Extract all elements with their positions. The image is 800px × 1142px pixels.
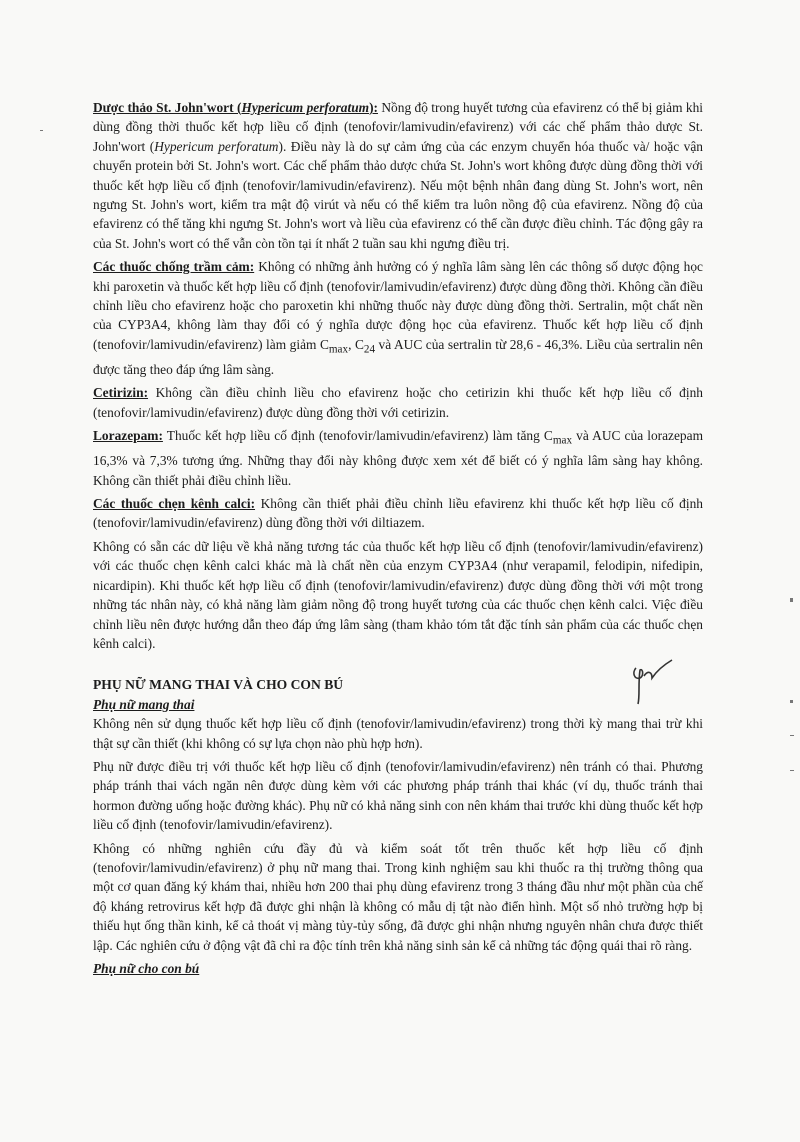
- scan-mark: [790, 735, 794, 736]
- paragraph-pregnant-3: Không có những nghiên cứu đầy đủ và kiểm soát tốt trên thuốc kết hợp liều cố định (tenofovir/lamivudin/efavirenz) ở phụ nữ mang thai. Trong kinh nghiệm sau khi thuốc ra thị trường thông qua một cơ quan đăng ký khám thai, nhiều hơn 200 thai phụ dùng efavirenz trong 3 tháng đầu như một phần của chế độ kháng retrovirus kết hợp đã được ghi nhận là không có mẫu dị tật nào điển hình. Một số nhỏ trường hợp bị thiếu hụt ống thần kinh, kể cả thoát vị màng tủy-tủy sống, đã được ghi nhận nhưng nguyên nhân chưa được thiết lập. Các nghiên cứu ở động vật đã chỉ ra độc tính trên khả năng sinh sản kể cả những tác động quái thai rõ ràng.: [93, 840, 703, 953]
- scan-mark: [790, 598, 793, 602]
- paragraph-lorazepam: Lorazepam: Thuốc kết hợp liều cố định (tenofovir/lamivudin/efavirenz) làm tăng $C_{max}$ và AUC của lorazepam 16,3% và 7,3% tương ứng. Những thay đổi này không được xem xét để biết có ý nghĩa lâm sàng hay không. Không cần thiết phải điều chỉnh liều.: [93, 428, 703, 488]
- paragraph-lead: Dược thảo St. John'wort (Hypericum perforatum):: [93, 100, 378, 115]
- paragraph-pregnant-1: Không nên sử dụng thuốc kết hợp liều cố định (tenofovir/lamivudin/efavirenz) trong thời kỳ mang thai trừ khi thật sự cần thiết (khi không có sự lựa chọn nào phù hợp hơn).: [93, 716, 703, 751]
- scan-mark: [790, 770, 794, 771]
- paragraph-cetirizin: Cetirizin: Không cần điều chỉnh liều cho efavirenz hoặc cho cetirizin khi thuốc kết hợp liều cố định (tenofovir/lamivudin/efavirenz) được dùng đồng thời với cetirizin.: [93, 385, 703, 420]
- paragraph-st-john-wort: Dược thảo St. John'wort (Hypericum perforatum): Nồng độ trong huyết tương của efavirenz có thể bị giảm khi dùng đồng thời thuốc kết hợp liều cố định (tenofovir/lamivudin/efavirenz) với các chế phẩm thảo dược St. John'wort (Hypericum perforatum). Điều này là do sự cảm ứng của các enzym chuyển hóa thuốc và/ hoặc vận chuyển protein bởi St. John's wort. Các chế phẩm thảo dược chứa St. John's wort không được dùng đồng thời với thuốc kết hợp liều cố định (tenofovir/lamivudin/efavirenz). Nếu một bệnh nhân đang dùng St. John's wort, nên ngưng St. John's wort, kiểm tra mật độ virút và nếu có thể kiểm tra luôn nồng độ của efavirenz. Nồng độ của efavirenz có thể tăng khi ngưng St. John's wort và liều của efavirenz có thể cần được điều chỉnh. Tác động gây ra của St. John's wort có thể vẫn còn tồn tại ít nhất 2 tuần sau khi ngưng điều trị.: [93, 100, 704, 251]
- paragraph-lead: Lorazepam:: [93, 428, 163, 444]
- subsection-title-breastfeeding: Phụ nữ cho con bú: [93, 961, 200, 976]
- paragraph-calcium-blockers: Các thuốc chẹn kênh calci: Không cần thiết phải điều chỉnh liều efavirenz khi thuốc kết hợp liều cố định (tenofovir/lamivudin/efavirenz) dùng đồng thời với diltiazem.: [93, 496, 703, 531]
- document-page: [93, 98, 703, 978]
- subsection-title-pregnant: Phụ nữ mang thai: [93, 696, 195, 712]
- paragraph-pregnant-2: Phụ nữ được điều trị với thuốc kết hợp liều cố định (tenofovir/lamivudin/efavirenz) nên tránh có thai. Phương pháp tránh thai vách ngăn nên được dùng kèm với các phương pháp tránh thai khác (ví dụ, thuốc tránh thai hormon đường uống hoặc đường khác). Phụ nữ có khả năng sinh con nên khám thai trước khi dùng thuốc kết hợp liều cố định (tenofovir/lamivudin/efavirenz).: [93, 758, 703, 833]
- paragraph-antidepressants: Các thuốc chống trầm cảm: Không có những ảnh hưởng có ý nghĩa lâm sàng lên các thông số dược động học khi paroxetin và thuốc kết hợp liều cố định (tenofovir/lamivudin/efavirenz) được dùng đồng thời. Không cần điều chỉnh liều cho efavirenz hoặc cho paroxetin khi những thuốc này được dùng đồng thời. Sertralin, một chất nền của CYP3A4, không làm thay đổi có ý nghĩa dược động học của efavirenz. Thuốc kết hợp liều cố định (tenofovir/lamivudin/efavirenz) làm giảm $C_{max}$, $C_{24}$ và AUC của sertralin từ 28,6 - 46,3%. Liều của sertralin nên được tăng theo đáp ứng lâm sàng.: [93, 259, 703, 377]
- handwritten-initials: [628, 658, 678, 706]
- scan-mark: [790, 700, 793, 703]
- scan-mark: [40, 130, 43, 131]
- paragraph-lead: Các thuốc chẹn kênh calci:: [93, 496, 256, 512]
- section-title: PHỤ NỮ MANG THAI VÀ CHO CON BÚ: [93, 677, 344, 693]
- paragraph-lead: Các thuốc chống trầm cảm:: [93, 259, 255, 275]
- paragraph-calcium-blockers-2: Không có sẵn các dữ liệu về khả năng tương tác của thuốc kết hợp liều cố định (tenofovir/lamivudin/efavirenz) với các thuốc chẹn kênh calci khác mà là chất nền của enzym CYP3A4 (như verapamil, felodipin, nifedipin, nicardipin). Khi thuốc kết hợp liều cố định (tenofovir/lamivudin/efavirenz) được dùng đồng thời với một trong những tác nhân này, có khả năng làm giảm nồng độ trong huyết tương của các thuốc chẹn kênh calci. Việc điều chỉnh liều nên được hướng dẫn theo đáp ứng lâm sàng (tham khảo tóm tắt đặc tính sản phẩm của các thuốc chẹn kênh calci).: [93, 538, 703, 651]
- paragraph-lead: Cetirizin:: [93, 385, 149, 401]
